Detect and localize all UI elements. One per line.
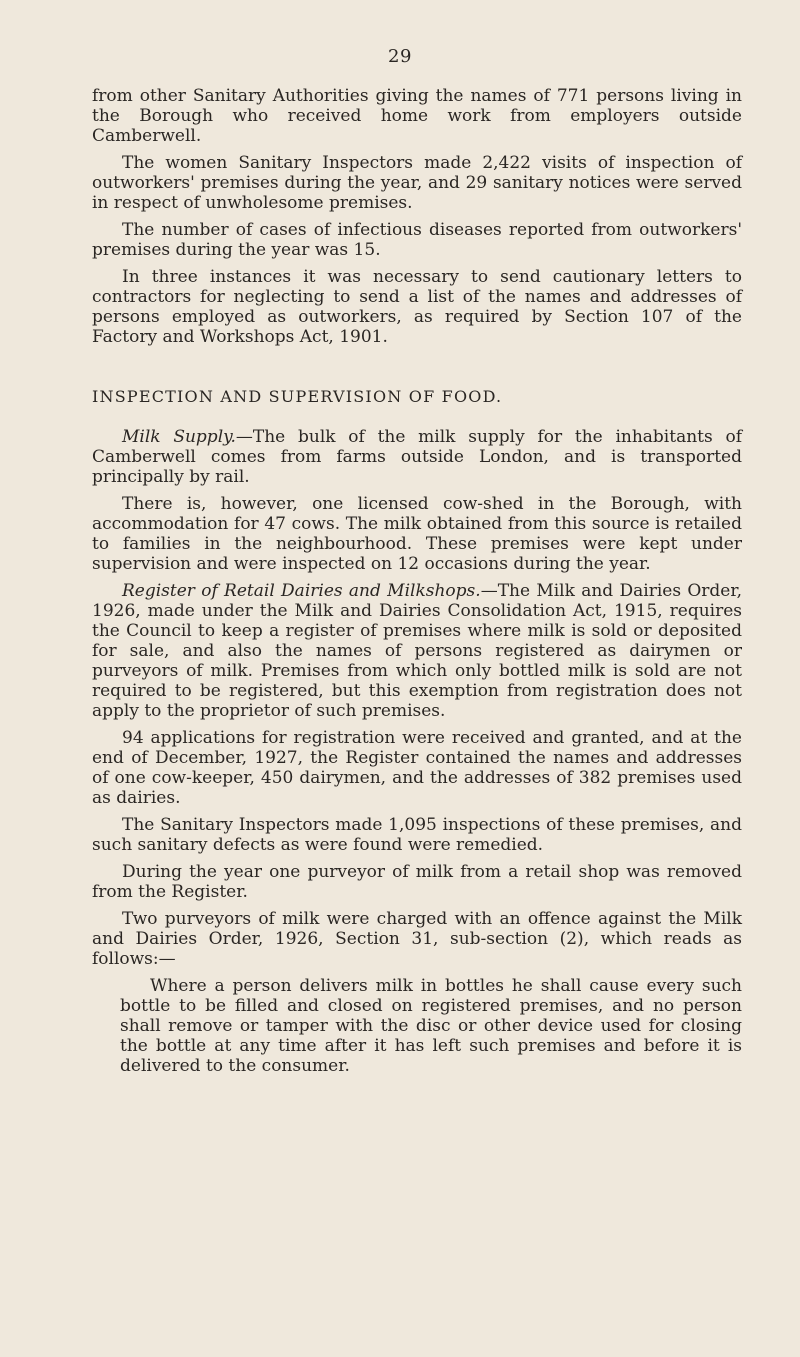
paragraph-infectious-cases: The number of cases of infectious diseases reported from outworkers' premises during the year was 15. (92, 220, 742, 260)
paragraph-cow-shed: There is, however, one licensed cow-shed in the Borough, with accommodation for 47 cows. The milk obtained from this source is retailed to families in the neighbourhood. These premises were kept under supervision and were inspected on 12 occasions during the year. (92, 494, 742, 574)
quoted-regulation: Where a person delivers milk in bottles he shall cause every such bottle to be filled and closed on registered premises, and no person shall remove or tamper with the disc or other device used for closing the bottle at any time after it has left such premises and before it is delivered to the consumer. (120, 976, 742, 1076)
paragraph-outworkers-lists: from other Sanitary Authorities giving the names of 771 persons living in the Borough who received home work from employers outside Camberwell. (92, 86, 742, 146)
paragraph-purveyor-removed: During the year one purveyor of milk from a retail shop was removed from the Register. (92, 862, 742, 902)
page-number: 29 (388, 46, 412, 67)
milk-supply-title: Milk Supply. (122, 427, 236, 447)
milk-supply-text: —The bulk of the milk supply for the inhabitants of Camberwell comes from farms outside London, and is transported principally by rail. (92, 427, 742, 487)
register-text: —The Milk and Dairies Order, 1926, made under the Milk and Dairies Consolidation Act, 1915, requires the Council to keep a register of premises where milk is sold or deposited for sale, and also the names of persons registered as dairymen or purveyors of milk. Premises from which only bottled milk is sold are not required to be registered, but this exemption from registration does not apply to the proprietor of such premises. (92, 581, 743, 721)
paragraph-register (92, 581, 742, 721)
paragraph-applications: 94 applications for registration were received and granted, and at the end of December, 1927, the Register contained the names and addresses of one cow-keeper, 450 dairymen, and the addresses of 382 premises used as dairies. (92, 728, 742, 808)
paragraph-inspections: The Sanitary Inspectors made 1,095 inspections of these premises, and such sanitary defects as were found were remedied. (92, 815, 742, 855)
register-title: Register of Retail Dairies and Milkshops. (122, 581, 481, 601)
section-heading: INSPECTION AND SUPERVISION OF FOOD. (92, 387, 503, 406)
paragraph-milk-supply (92, 427, 742, 487)
paragraph-inspector-visits: The women Sanitary Inspectors made 2,422 visits of inspection of outworkers' premises during the year, and 29 sanitary notices were served in respect of unwholesome premises. (92, 153, 742, 213)
paragraph-offence: Two purveyors of milk were charged with an offence against the Milk and Dairies Order, 1926, Section 31, sub-section (2), which reads as follows:— (92, 909, 742, 969)
page-body (92, 86, 742, 1076)
paragraph-cautionary-letters: In three instances it was necessary to send cautionary letters to contractors for neglecting to send a list of the names and addresses of persons employed as outworkers, as required by Section 107 of the Factory and Workshops Act, 1901. (92, 267, 742, 347)
